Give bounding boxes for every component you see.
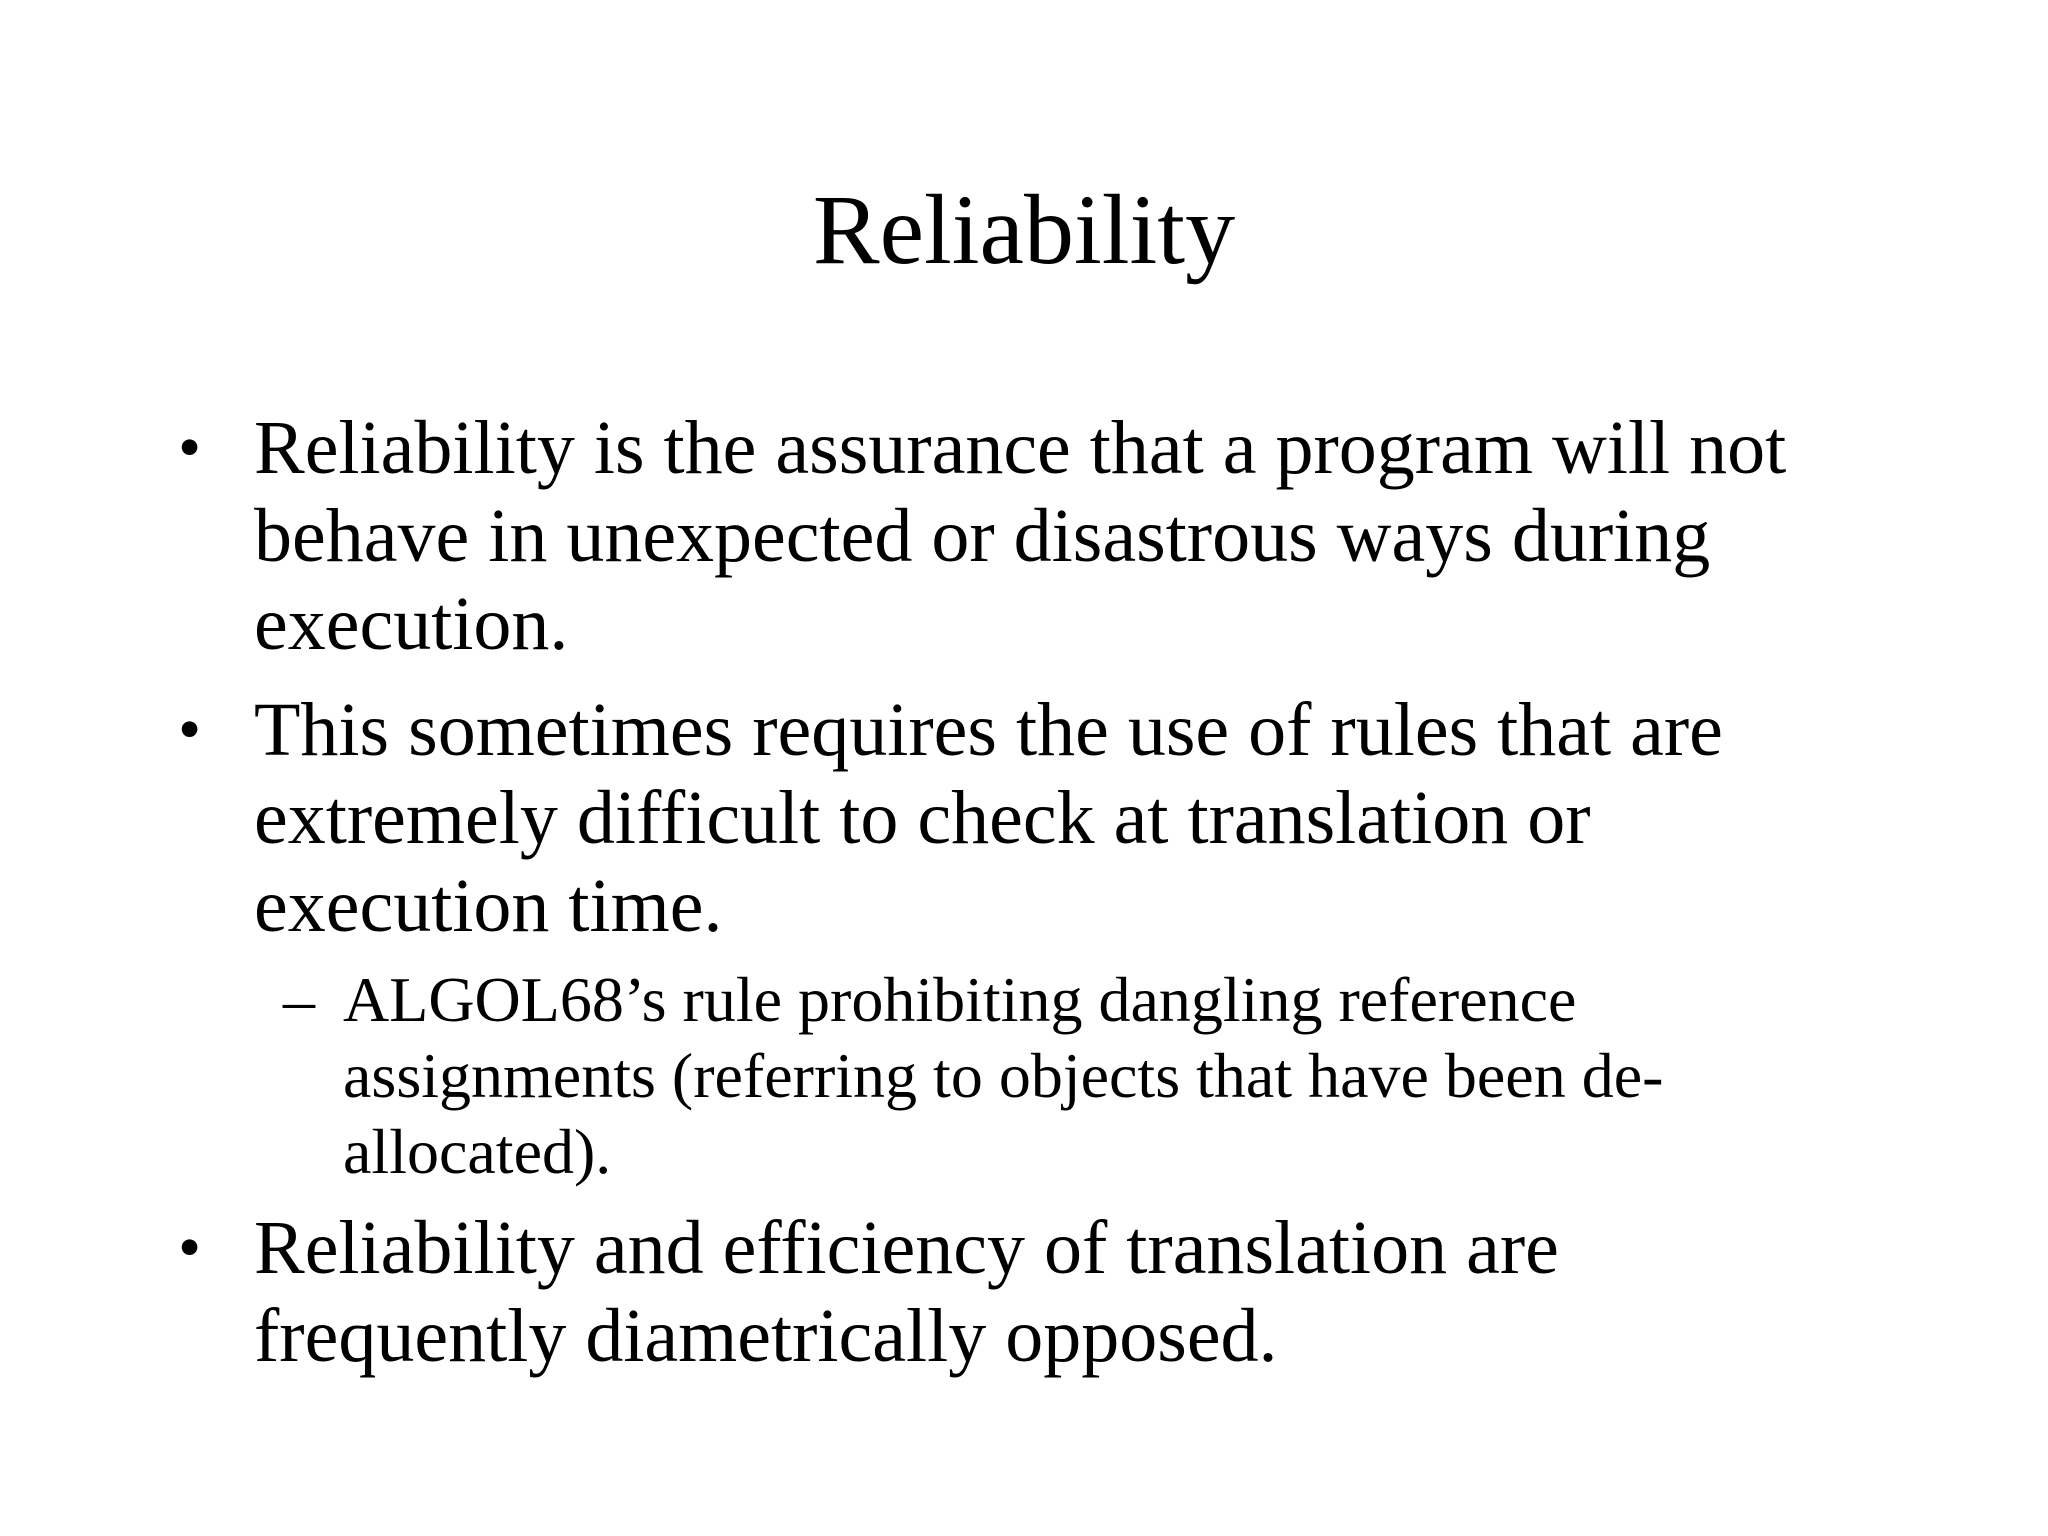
bullet-marker: • xyxy=(178,411,202,484)
bullet-line: execution. xyxy=(254,582,569,666)
bullet-line: behave in unexpected or disastrous ways during xyxy=(254,494,1711,578)
sub-bullet-marker: – xyxy=(283,964,315,1035)
bullet-text xyxy=(254,1204,1954,1380)
bullet-line: Reliability and efficiency of translation are xyxy=(254,1206,1559,1290)
sub-bullet-line: ALGOL68’s rule prohibiting dangling reference xyxy=(343,964,1577,1035)
bullet-marker: • xyxy=(178,693,202,766)
bullet-line: This sometimes requires the use of rules that are xyxy=(254,688,1723,772)
bullet-line: execution time. xyxy=(254,864,723,948)
bullet-line: extremely difficult to check at translation or xyxy=(254,776,1591,860)
bullet-text xyxy=(254,404,1954,668)
sub-bullet-line: assignments (referring to objects that have been de- xyxy=(343,1040,1664,1111)
slide-title: Reliability xyxy=(812,174,1236,285)
bullet-marker: • xyxy=(178,1211,202,1284)
sub-bullet-text xyxy=(343,962,1943,1190)
bullet-line: frequently diametrically opposed. xyxy=(254,1294,1278,1378)
sub-bullet-line: allocated). xyxy=(343,1116,612,1187)
bullet-line: Reliability is the assurance that a program will not xyxy=(254,406,1787,490)
bullet-text xyxy=(254,686,1954,950)
